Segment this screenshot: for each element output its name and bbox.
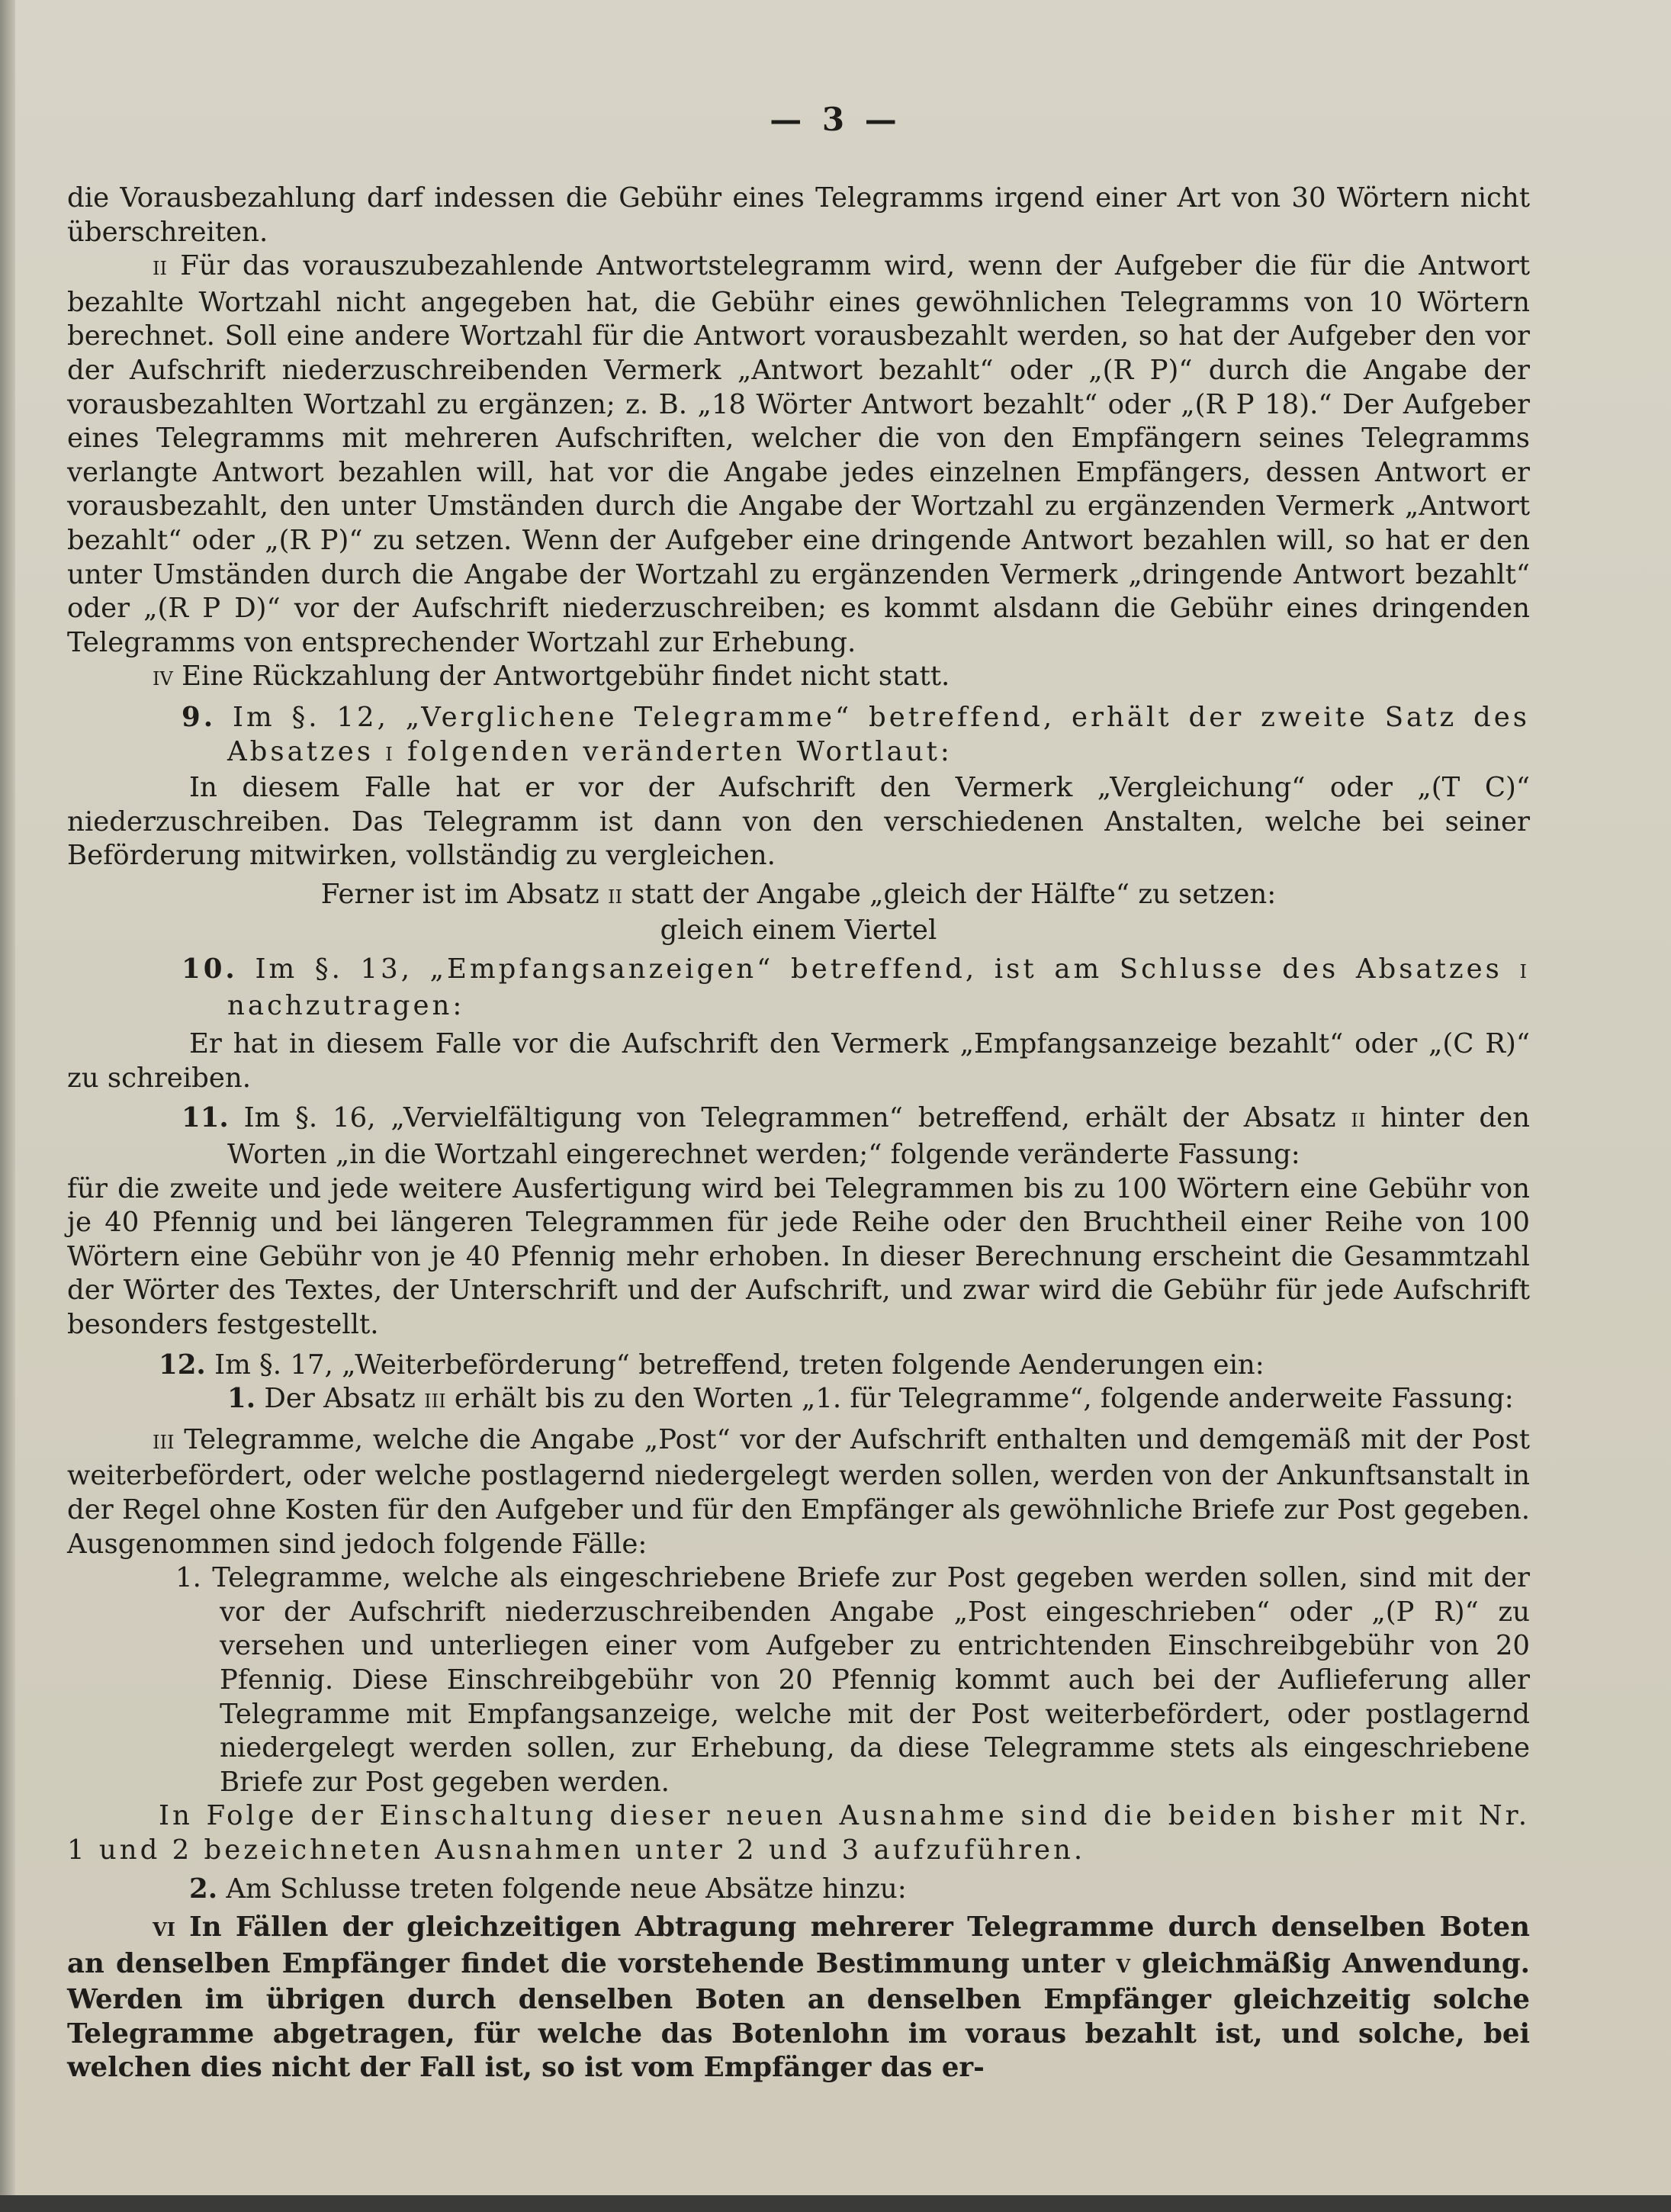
paragraph-einschaltung: In Folge der Einschaltung dieser neuen Ausnahme sind die beiden bisher mit Nr. 1 und 2 bezeichneten Ausnahmen unter 2 und 3 aufzuführen. (67, 1800, 1530, 1866)
paragraph-empfangsanzeige: Er hat in diesem Falle vor die Aufschrift den Vermerk „Empfangsanzeige bezahlt“ oder „(C R)“ zu schreiben. (67, 1028, 1530, 1094)
paragraph-abtragung-VI: VI In Fällen der gleichzeitigen Abtragung mehrerer Telegramme durch denselben Boten an denselben Empfänger findet die vorstehende Bestimmung unter V gleichmäßig Anwendung. Werden im übrigen durch denselben Boten an denselben Empfänger gleichzeitig solche Telegramme abgetragen, für welche das Botenlohn im voraus bezahlt ist, und solche, bei welchen dies nicht der Fall ist, so ist vom Empfänger das er- (67, 1911, 1531, 2084)
paragraph-rueckzahlung-IV: IV Eine Rückzahlung der Antwortgebühr findet nicht statt. (153, 661, 950, 693)
paragraph-continuation: die Vorausbezahlung darf indessen die Gebühr eines Telegramms irgend einer Art von 30 Wörtern nicht überschreiten. (67, 182, 1530, 248)
section-number: 11. (182, 1102, 229, 1134)
subsection-number: 2. (189, 1873, 218, 1905)
body-text (67, 182, 1530, 2085)
roman-numeral: III (153, 1431, 175, 1453)
section-number: 12. (159, 1349, 206, 1381)
subsection-number: 1. (227, 1383, 256, 1415)
subsection-2-heading: 2. Am Schlusse treten folgende neue Absätze hinzu: (189, 1873, 907, 1905)
roman-numeral: IV (153, 668, 173, 690)
paragraph-ferner: Ferner ist im Absatz II statt der Angabe „gleich der Hälfte“ zu setzen: (320, 878, 1277, 910)
roman-numeral: VI (153, 1918, 175, 1941)
section-9-heading: 9. Im §. 12, „Verglichene Telegramme“ betreffend, erhält der zweite Satz des Absatzes I folgenden veränderten Wortlaut: (182, 701, 1531, 767)
section-11-heading: 11. Im §. 16, „Vervielfältigung von Telegrammen“ betreffend, erhält der Absatz II hinter den Worten „in die Wortzahl eingerechnet werden;“ folgende veränderte Fassung: (182, 1102, 1530, 1171)
page-number: — 3 — (770, 101, 901, 138)
section-10-heading: 10. Im §. 13, „Empfangsanzeigen“ betreffend, ist am Schlusse des Absatzes I nachzutragen: (182, 953, 1530, 1021)
list-number: 1. (175, 1562, 201, 1594)
paragraph-telegramme-III: III Telegramme, welche die Angabe „Post“ vor der Aufschrift enthalten und demgemäß mit der Post weiterbefördert, oder welche postlagernd niedergelegt werden sollen, werden von der Ankunftsanstalt in der Regel ohne Kosten für den Aufgeber und für den Empfänger als gewöhnliche Briefe zur Post gegeben. Ausgenommen sind jedoch folgende Fälle: (67, 1423, 1530, 1560)
section-number: 9. (182, 701, 217, 733)
paragraph-vergleichung: In diesem Falle hat er vor der Aufschrift den Vermerk „Vergleichung“ oder „(T C)“ niederzuschreiben. Das Telegramm ist dann von den verschiedenen Anstalten, welche bei seiner Beförderung mitwirken, vollständig zu vergleichen. (67, 772, 1530, 872)
roman-numeral: II (153, 258, 167, 280)
paragraph-vervielfaeltigung: für die zweite und jede weitere Ausfertigung wird bei Telegrammen bis zu 100 Wörtern eine Gebühr von je 40 Pfennig und bei längeren Telegrammen für jede Reihe oder den Bruchtheil einer Reihe von 100 Wörtern eine Gebühr von je 40 Pfennig mehr erhoben. In dieser Berechnung erscheint die Gesammtzahl der Wörter des Textes, der Unterschrift und der Aufschrift, und zwar wird die Gebühr für jede Aufschrift besonders festgestellt. (67, 1172, 1530, 1340)
section-12-heading: 12. Im §. 17, „Weiterbeförderung“ betreffend, treten folgende Aenderungen ein: (159, 1349, 1264, 1381)
paragraph-antwort-II: II Für das vorauszubezahlende Antwortstelegramm wird, wenn der Aufgeber die für die Antwort bezahlte Wortzahl nicht angegeben hat, die Gebühr eines gewöhnlichen Telegramms von 10 Wörtern berechnet. Soll eine andere Wortzahl für die Antwort vorausbezahlt werden, so hat der Aufgeber den vor der Aufschrift niederzuschreibenden Vermerk „Antwort bezahlt“ oder „(R P)“ durch die Angabe der vorausbezahlten Wortzahl zu ergänzen; z. B. „18 Wörter Antwort bezahlt“ oder „(R P 18).“ Der Aufgeber eines Telegramms mit mehreren Aufschriften, welcher die von den Empfängern seines Telegramms verlangte Antwort bezahlen will, hat vor die Angabe jedes einzelnen Empfängers, dessen Antwort er vorausbezahlt, den unter Umständen durch die Angabe der Wortzahl zu ergänzenden Vermerk „Antwort bezahlt“ oder „(R P)“ zu setzen. Wenn der Aufgeber eine dringende Antwort bezahlen will, so hat er den unter Umständen durch die Angabe der Wortzahl zu ergänzenden Vermerk „dringende Antwort bezahlt“ oder „(R P D)“ vor der Aufschrift niederzuschreiben; es kommt alsdann die Gebühr eines dringenden Telegramms von entsprechender Wortzahl zur Erhebung. (67, 250, 1530, 658)
paragraph-viertel: gleich einem Viertel (660, 915, 937, 947)
subsection-1-heading: 1. Der Absatz III erhält bis zu den Worten „1. für Telegramme“, folgende anderweite Fassung: (227, 1383, 1514, 1415)
list-item-1: 1. Telegramme, welche als eingeschriebene Briefe zur Post gegeben werden sollen, sind mit der vor der Aufschrift niederzuschreibenden Angabe „Post eingeschrieben“ oder „(P R)“ zu versehen und unterliegen einer vom Aufgeber zu entrichtenden Einschreibgebühr von 20 Pfennig. Diese Einschreibgebühr von 20 Pfennig kommt auch bei der Auflieferung aller Telegramme mit Empfangsanzeige, welche mit der Post weiterbefördert, oder postlagernd niedergelegt werden sollen, zur Erhebung, da diese Telegramme stets als eingeschriebene Briefe zur Post gegeben werden. (175, 1562, 1530, 1798)
section-number: 10. (182, 953, 238, 985)
